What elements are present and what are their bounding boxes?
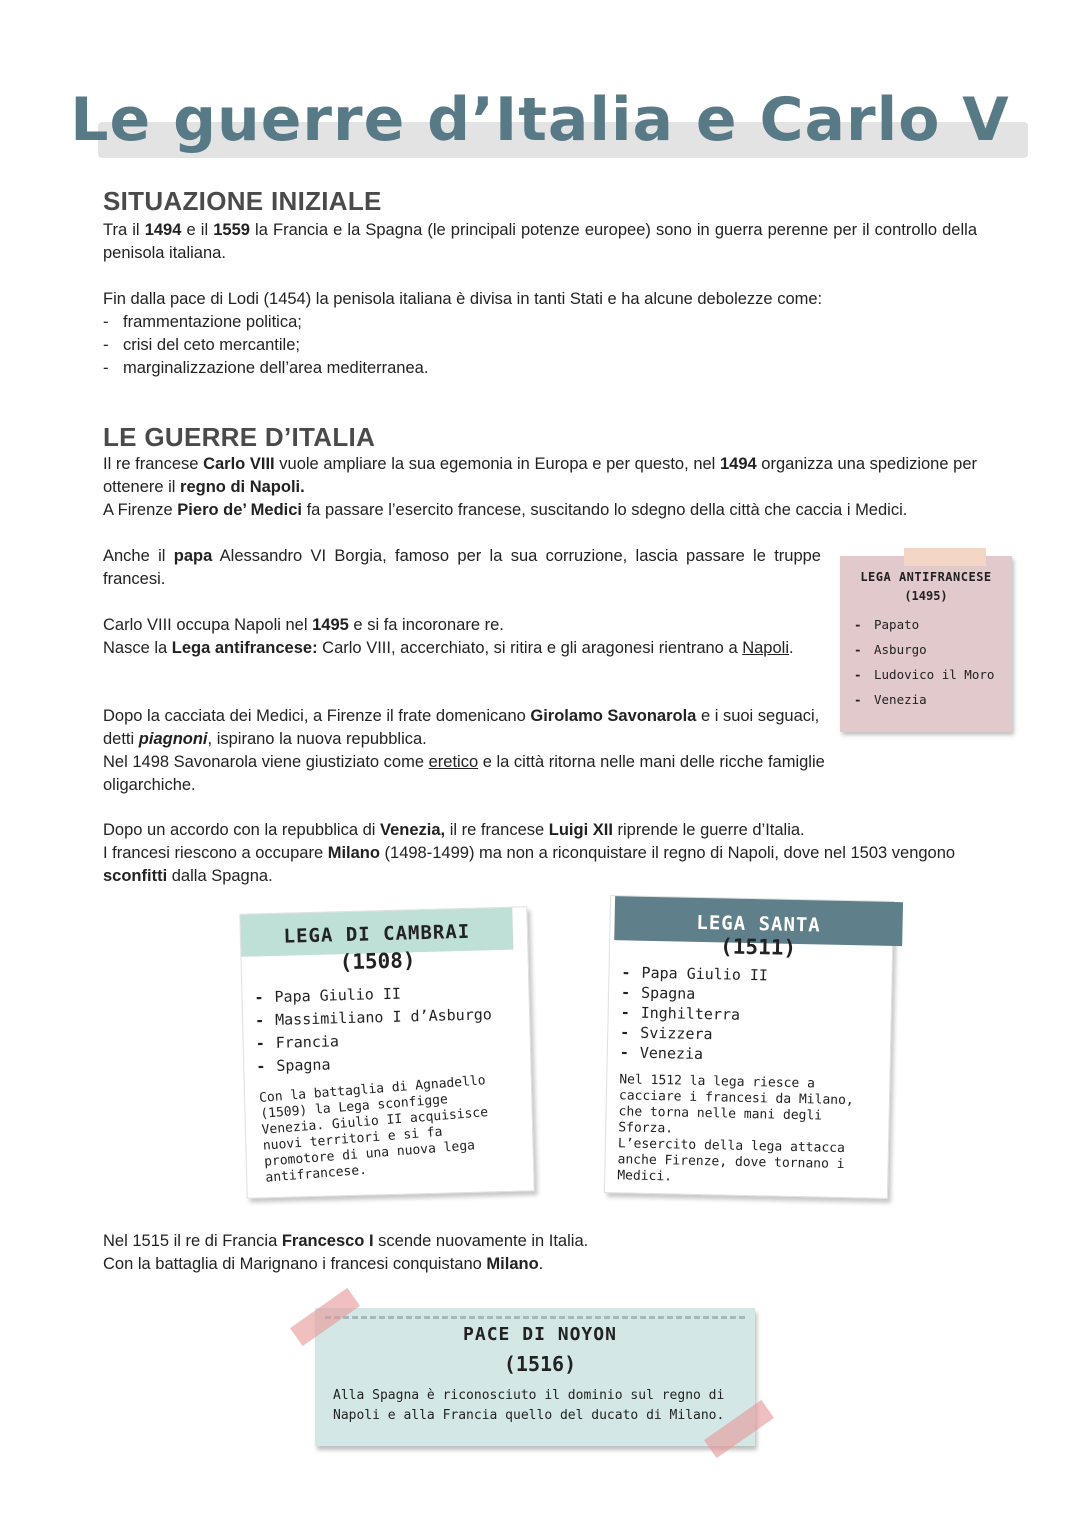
dashed-line [325, 1316, 745, 1319]
paragraph-savonarola: Dopo la cacciata dei Medici, a Firenze il frate domenicano Girolamo Savonarola e i suoi seguaci, detti piagnoni, ispirano la nuova repubblica. Nel 1498 Savonarola viene giustiziato come eretico e la città ritorna nelle mani delle ricche famiglie oligarchiche. [103, 707, 825, 794]
card-lega-cambrai [239, 906, 534, 1198]
list-item: - marginalizzazione dell’area mediterranea. [103, 357, 977, 380]
card-lega-santa [604, 895, 894, 1199]
card-year: (1516) [503, 1352, 577, 1376]
paragraph-luigi-xii: Dopo un accordo con la repubblica di Venezia, il re francese Luigi XII riprende le guerre d’Italia. I francesi riescono a occupare Milano (1498-1499) ma non a riconquistare il regno di Napoli, dove nel 1503 vengono sconfitti dalla Spagna. [103, 821, 956, 885]
card-title: LEGA ANTIFRANCESE [860, 570, 992, 584]
members-list [620, 962, 768, 1065]
list-item: - Papa Giulio II [254, 980, 491, 1009]
card-year: (1508) [339, 948, 416, 975]
card-year: (1495) [904, 589, 948, 603]
list-item: - Venezia [620, 1042, 767, 1065]
members-list [854, 612, 994, 712]
list-item: - Spagna [256, 1049, 493, 1078]
weakness-list [103, 311, 977, 380]
card-note: Nel 1512 la lega riesce a cacciare i francesi da Milano, che torna nelle mani degli Sforza. L’esercito della lega attacca anche Firenze, dove tornano i Medici. [617, 1072, 854, 1185]
list-item: - Asburgo [854, 637, 994, 662]
list-item: - Inghilterra [620, 1002, 767, 1025]
list-item: - Spagna [621, 982, 768, 1005]
list-item: - frammentazione politica; [103, 311, 977, 334]
card-title: LEGA DI CAMBRAI [283, 920, 471, 948]
heading-guerre-italia: LE GUERRE D’ITALIA [103, 422, 376, 452]
card-tab [904, 548, 986, 566]
card-note: Alla Spagna è riconosciuto il dominio sul regno di Napoli e alla Francia quello del ducato di Milano. [333, 1388, 725, 1423]
card-note: Con la battaglia di Agnadello (1509) la Lega sconfigge Venezia. Giulio II acquisisce nuovi territori e si fa promotore di una nuova lega antifrancese. [258, 1073, 489, 1186]
paragraph-francesco-i: Nel 1515 il re di Francia Francesco I scende nuovamente in Italia. Con la battaglia di Marignano i francesi conquistano Milano. [103, 1232, 589, 1273]
list-item: - crisi del ceto mercantile; [103, 334, 977, 357]
list-item: - Svizzera [620, 1022, 767, 1045]
list-item: - Francia [255, 1026, 492, 1055]
list-item: - Massimiliano I d’Asburgo [255, 1003, 492, 1032]
card-title: LEGA SANTA [696, 911, 821, 937]
page-title: Le guerre d’Italia e Carlo V [70, 85, 1010, 155]
members-list [254, 980, 493, 1078]
list-item: - Ludovico il Moro [854, 662, 994, 687]
card-year: (1511) [719, 934, 797, 960]
list-item: - Papa Giulio II [621, 962, 768, 985]
card-lega-antifrancese [840, 556, 1012, 732]
list-item: - Venezia [854, 687, 994, 712]
weakness-paragraph: Fin dalla pace di Lodi (1454) la penisola italiana è divisa in tanti Stati e ha alcune debolezze come: - frammentazione politica; - crisi del ceto mercantile; - marginalizzazione dell’area mediterranea. [103, 288, 977, 380]
card-title: PACE DI NOYON [463, 1324, 617, 1345]
paragraph-napoli: Carlo VIII occupa Napoli nel 1495 e si fa incoronare re. Nasce la Lega antifrancese: Carlo VIII, accerchiato, si ritira e gli aragonesi rientrano a Napoli. [103, 616, 794, 657]
heading-situazione-iniziale: SITUAZIONE INIZIALE [103, 186, 382, 216]
intro-paragraph: Tra il 1494 e il 1559 la Francia e la Spagna (le principali potenze europee) sono in guerra perenne per il controllo della penisola italiana. [103, 221, 977, 262]
list-item: - Papato [854, 612, 994, 637]
paragraph-papa: Anche il papa Alessandro VI Borgia, famoso per la sua corruzione, lascia passare le truppe francesi. [103, 547, 821, 588]
card-pace-noyon [315, 1308, 755, 1446]
paragraph-carlo-viii: Il re francese Carlo VIII vuole ampliare la sua egemonia in Europa e per questo, nel 1494 organizza una spedizione per ottenere il regno di Napoli. A Firenze Piero de’ Medici fa passare l’esercito francese, suscitando lo sdegno della città che caccia i Medici. [103, 455, 977, 519]
